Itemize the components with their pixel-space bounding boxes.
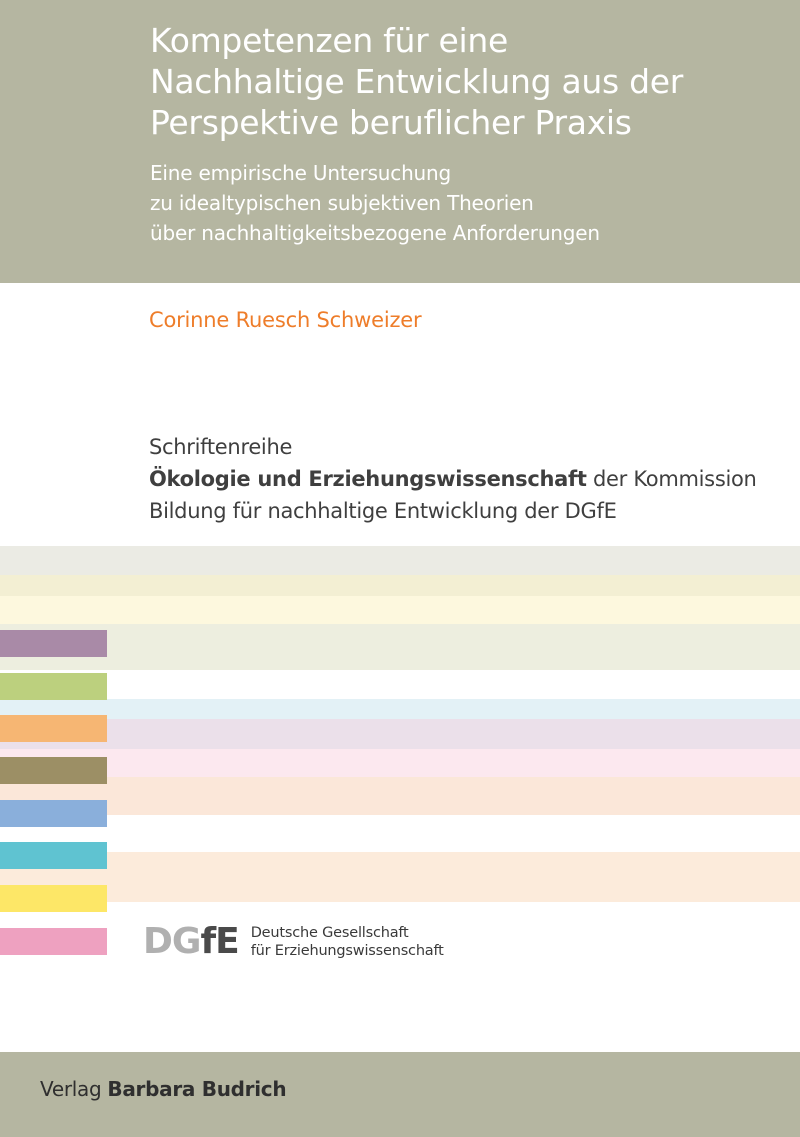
dgfe-logo [143,922,444,962]
stripe-band [0,596,800,624]
series-name: Ökologie und Erziehungswissenschaft [149,467,587,491]
stripe-band [0,852,800,902]
author-name: Corinne Ruesch Schweizer [149,308,422,332]
color-stripes [0,546,800,906]
book-subtitle [150,158,790,248]
logo-mark-dark: fE [200,921,239,962]
series-info [149,431,794,527]
title-line: Kompetenzen für eine [150,21,509,60]
color-swatch [0,928,107,955]
logo-text-line: für Erziehungswissenschaft [250,943,444,959]
series-line-2 [149,463,794,495]
publisher-prefix: Verlag [40,1077,108,1101]
logo-text-line: Deutsche Gesellschaft [250,925,409,941]
subtitle-line: zu idealtypischen subjektiven Theorien [150,191,534,215]
cover-footer-band [0,1052,800,1137]
stripe-band [0,719,800,749]
color-swatch [0,800,107,827]
color-swatch [0,673,107,700]
color-swatch [0,885,107,912]
stripe-band [0,699,800,719]
dgfe-logo-text [251,924,444,960]
color-swatch [0,630,107,657]
publisher [40,1077,286,1101]
publisher-name: Barbara Budrich [107,1077,287,1101]
title-line: Perspektive beruflicher Praxis [150,103,632,142]
book-title [150,20,790,143]
stripe-band [0,575,800,596]
stripe-band [0,546,800,575]
series-line-1: Schriftenreihe [149,435,293,459]
logo-mark-light: DG [143,921,201,962]
dgfe-logo-mark [143,922,239,962]
subtitle-line: Eine empirische Untersuchung [150,161,452,185]
stripe-band [0,777,800,815]
color-swatch [0,842,107,869]
color-swatch [0,757,107,784]
series-commission: der Kommission [586,467,757,491]
color-swatch [0,715,107,742]
cover-header-band [0,0,800,283]
series-line-3: Bildung für nachhaltige Entwicklung der DGfE [149,499,617,523]
subtitle-line: über nachhaltigkeitsbezogene Anforderungen [150,221,600,245]
stripe-band [0,624,800,670]
title-line: Nachhaltige Entwicklung aus der [150,62,684,101]
stripe-band [0,749,800,777]
